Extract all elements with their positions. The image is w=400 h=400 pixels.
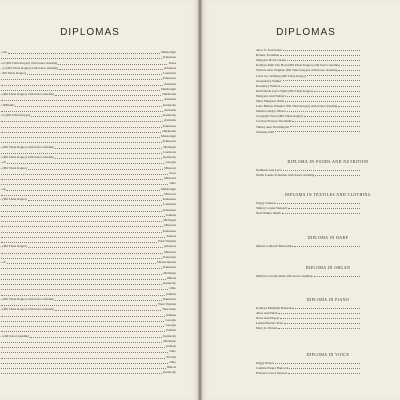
dot-leader: [1, 325, 164, 327]
dot-leader: [314, 90, 360, 92]
dot-leader: [1, 257, 162, 259]
graduate-state: Mississippi: [160, 50, 176, 54]
dot-leader: [1, 141, 162, 143]
graduate-name: Suzanne Zahl: [256, 129, 275, 134]
dot-leader: [6, 189, 160, 191]
dot-leader: [288, 207, 360, 209]
dot-leader: [1, 120, 163, 122]
dot-leader: [1, 152, 162, 154]
dot-leader: [1, 304, 157, 306]
graduate-state: Tennessee: [162, 123, 176, 128]
graduate-state: Tennessee: [162, 197, 176, 201]
dot-leader: [314, 275, 360, 277]
dot-leader: [338, 105, 360, 107]
dot-leader: [1, 136, 160, 138]
graduate-name: ...Williams: [0, 102, 15, 107]
graduate-state: Ohio: [169, 349, 176, 354]
dot-leader: [1, 178, 163, 180]
dot-leader: [1, 89, 160, 91]
dot-leader: [1, 215, 165, 217]
dot-leader: [28, 199, 162, 201]
dot-leader: [292, 307, 360, 309]
graduate-state: Tennessee: [162, 296, 176, 301]
graduate-state: Florida: [166, 354, 176, 359]
right-page: [200, 0, 400, 400]
section-title: DIPLOMA IN PIANO: [306, 298, 350, 302]
dot-leader: [285, 100, 360, 102]
list-item: [256, 243, 360, 248]
dot-leader: [1, 236, 165, 238]
graduate-name: ...(Phi Theta Kappa): [0, 165, 27, 170]
graduate-state: Mississippi: [160, 86, 176, 91]
dot-leader: [1, 183, 168, 185]
graduate-name: Shirley Ann Worthington: [256, 124, 290, 129]
dot-leader: [281, 85, 360, 87]
dot-leader: [28, 168, 164, 170]
dot-leader: [1, 283, 162, 285]
dot-leader: [31, 115, 162, 117]
dot-leader: [304, 115, 360, 117]
graduate-name: ...(Phi Theta Kappa): [0, 244, 27, 249]
dot-leader: [1, 220, 162, 222]
graduate-state: Kansas: [166, 233, 176, 238]
list-item: [256, 210, 360, 215]
graduate-state: Mississippi: [160, 186, 176, 191]
graduate-name: Nell Walker Smith: [256, 211, 281, 216]
graduate-state: Georgia: [165, 160, 176, 165]
graduate-state: Iowa: [169, 170, 176, 175]
graduate-state: Indiana: [166, 312, 176, 317]
graduate-state: Kentucky: [163, 281, 176, 285]
graduate-state: Missouri: [164, 191, 176, 196]
dot-leader: [58, 63, 167, 65]
dot-leader: [283, 169, 360, 171]
dot-leader: [1, 273, 162, 275]
graduate-state: Kentucky: [163, 333, 176, 338]
dot-leader: [55, 94, 161, 96]
dot-leader: [287, 95, 360, 97]
graduate-state: Alabama: [164, 81, 176, 86]
graduate-name: ...(Phi Theta Kappa) with honor standing: [0, 307, 54, 312]
dot-leader: [278, 327, 360, 329]
dot-leader: [1, 278, 166, 280]
graduate-name: Peggy Ebbert: [256, 361, 274, 365]
graduate-name: ...(Phi Theta Kappa) with honor standing: [0, 92, 54, 96]
graduate-state: Michigan: [163, 218, 176, 222]
graduate-name: Margaret Ann Webster: [256, 93, 286, 98]
graduate-state: Ohio: [169, 286, 176, 291]
graduate-name: Alice Jo Trelawhan: [256, 48, 282, 52]
graduate-state: Kentucky: [163, 102, 176, 107]
list-item: [256, 325, 360, 330]
graduate-state: Ohio: [169, 359, 176, 364]
dot-leader: [1, 341, 162, 343]
list-item: [0, 370, 176, 375]
section-title: DIPLOMA IN HARP: [307, 236, 349, 240]
dot-leader: [1, 131, 161, 133]
dot-leader: [287, 59, 360, 61]
dot-leader: [1, 57, 162, 59]
graduate-name: Ruth Marie Joyce Wells (Phi Theta Kappa): [256, 88, 313, 93]
graduate-name: Lelia Helena Wheeler (Phi Theta Kappa) with honor standing: [256, 104, 338, 109]
dot-leader: [59, 68, 163, 70]
dot-leader: [277, 202, 360, 204]
dot-leader: [1, 330, 165, 332]
dot-leader: [307, 74, 360, 76]
graduate-state: Indiana: [166, 291, 176, 296]
graduate-name: Shirley Louise Shepard: [256, 206, 287, 211]
dot-leader: [1, 210, 162, 212]
dot-leader: [1, 173, 168, 175]
dot-leader: [284, 322, 360, 324]
dot-leader: [1, 231, 162, 233]
list-item: [256, 129, 360, 134]
dot-leader: [1, 357, 165, 359]
graduate-name: Nelda Louise Schreiber with honor standing: [256, 173, 315, 178]
graduate-state: Alabama: [164, 107, 176, 112]
right-page-heading: DIPLOMAS: [276, 27, 336, 38]
book-gutter: [198, 0, 202, 400]
dot-leader: [315, 174, 360, 176]
dot-leader: [27, 73, 162, 75]
graduate-state: Mississippi: [160, 134, 176, 138]
dot-leader: [288, 372, 360, 374]
graduate-state: Indiana: [166, 212, 176, 217]
dot-leader: [1, 225, 163, 227]
graduate-name: Maude Caldwell Battershire: [256, 244, 294, 248]
dot-leader: [1, 346, 165, 348]
dot-leader: [1, 84, 163, 86]
graduate-name: ...sh: [0, 186, 6, 191]
dot-leader: [7, 162, 165, 164]
graduate-name: Kathleen Ann Lyon: [256, 168, 282, 172]
graduate-state: Alabama: [164, 97, 176, 102]
graduate-state: Massachusetts: [156, 260, 176, 264]
graduate-state: Oklahoma: [162, 92, 176, 96]
graduate-state: West Virginia: [157, 302, 176, 306]
graduate-state: Georgia: [165, 317, 176, 322]
dot-leader: [292, 120, 360, 122]
graduate-name: Camille Parker Hancock: [256, 366, 289, 371]
graduate-state: Illinois: [166, 275, 176, 280]
graduate-name: Marilyn Carolyn Rind with honor standing: [256, 274, 313, 278]
graduate-state: Kentucky: [163, 155, 176, 159]
dot-leader: [1, 126, 162, 128]
graduate-name: Carol Joy Walburg (Phi Theta Kappa): [256, 73, 306, 78]
graduate-name: ...ya (Phi Theta Kappa) with honor standing: [0, 65, 58, 70]
graduate-name: Kathryn Elizabeth Barbeth: [256, 306, 292, 310]
dot-leader: [55, 309, 161, 311]
graduate-state: Wisconsin: [162, 307, 176, 312]
graduate-name: Rosemary Walters: [256, 83, 281, 88]
graduate-state: Louisiana: [162, 202, 176, 207]
graduate-state: Louisiana: [162, 149, 176, 154]
graduate-state: Tennessee: [162, 207, 176, 212]
graduate-state: Louisiana: [162, 71, 176, 75]
dot-leader: [294, 245, 360, 247]
graduate-name: ...ch: [0, 260, 6, 264]
dot-leader: [283, 49, 360, 51]
graduate-state: Missouri: [164, 249, 176, 254]
dot-leader: [1, 315, 165, 317]
graduate-state: Oklahoma: [162, 128, 176, 133]
graduate-state: Michigan: [163, 338, 176, 343]
dot-leader: [278, 312, 360, 314]
graduate-state: Missouri: [164, 223, 176, 228]
dot-leader: [1, 110, 163, 112]
graduate-state: Tennessee: [162, 139, 176, 144]
list-item: [256, 172, 360, 177]
section-title: DIPLOMA IN FOODS AND NUTRITION: [287, 160, 369, 164]
dot-leader: [1, 351, 168, 353]
graduate-name: Alice Ann Hack: [256, 311, 278, 316]
dot-leader: [1, 372, 162, 374]
graduate-name: Winona Ann Vaughan (Phi Theta Kappa) with honor standing: [256, 68, 338, 73]
dot-leader: [280, 54, 360, 56]
graduate-state: Alabama: [164, 118, 176, 123]
section-title: DIPLOMA IN TEXTILES AND CLOTHING: [285, 193, 371, 197]
dot-leader: [338, 69, 360, 71]
graduate-state: Tennessee: [162, 55, 176, 60]
graduate-state: Tennessee: [162, 254, 176, 259]
dot-leader: [1, 367, 166, 369]
dot-leader: [282, 212, 360, 214]
graduate-name: Peggy Johnson: [256, 201, 276, 205]
list-item: [256, 273, 360, 278]
graduate-state: West Virginia: [157, 239, 176, 243]
left-diploma-list: [0, 50, 176, 376]
dot-leader: [1, 320, 164, 322]
dot-leader: [283, 79, 360, 81]
section-title: DIPLOMA IN VOICE: [306, 353, 350, 357]
graduate-name: ...(Phi Theta Kappa) with honor standing: [0, 296, 54, 301]
dot-leader: [1, 252, 163, 254]
graduate-state: Arkansas: [163, 65, 176, 70]
dot-leader: [55, 299, 162, 301]
dot-leader: [1, 294, 165, 296]
graduate-state: Tennessee: [162, 265, 176, 270]
dot-leader: [55, 147, 162, 149]
graduate-name: Nona Ann Dreyer: [256, 316, 280, 321]
graduate-state: Indiana: [166, 328, 176, 333]
graduate-state: Indiana: [166, 344, 176, 348]
graduate-name: ...with honor standing: [0, 333, 29, 338]
graduate-name: Margaret Doris Tucker: [256, 58, 287, 63]
graduate-name: ...(Phi Theta Kappa) with honor standing: [0, 155, 54, 159]
section-title: DIPLOMA IN ORGAN: [305, 266, 351, 270]
dot-leader: [1, 362, 168, 364]
dot-leader: [1, 194, 163, 196]
dot-leader: [15, 105, 162, 107]
graduate-state: Georgia: [165, 323, 176, 327]
left-page-heading: DIPLOMAS: [60, 27, 120, 38]
graduate-state: Arkansas: [163, 244, 176, 249]
dot-leader: [280, 317, 360, 319]
dot-leader: [1, 204, 162, 206]
graduate-name: ...ach: [0, 50, 8, 54]
dot-leader: [1, 288, 168, 290]
graduate-name: ...(Phi Theta Kappa): [0, 197, 27, 201]
graduate-state: Michigan: [163, 144, 176, 149]
dot-leader: [275, 130, 360, 132]
graduate-state: Illinois: [166, 365, 176, 369]
graduate-name: Mary Jo Warren: [256, 326, 278, 331]
graduate-name: ...Phi Theta Kappa): [0, 71, 26, 75]
dot-leader: [8, 52, 160, 54]
dot-leader: [289, 367, 360, 369]
graduate-name: Kathryn Ruth Van Horn (Phi Theta Kappa) with honor standing: [256, 63, 340, 68]
graduate-state: Missouri: [164, 176, 176, 180]
graduate-state: Kentucky: [163, 113, 176, 117]
dot-leader: [1, 99, 163, 101]
graduate-name: ...(Phi Theta Kappa) with honor standing: [0, 144, 54, 149]
graduate-name: Lenith Barbara Pratt: [256, 321, 283, 326]
dot-leader: [290, 125, 360, 127]
dot-leader: [30, 336, 162, 338]
dot-leader: [55, 157, 162, 159]
dot-leader: [341, 64, 360, 66]
dot-leader: [1, 78, 162, 80]
dot-leader: [1, 267, 162, 269]
dot-leader: [28, 246, 163, 248]
list-item: [256, 370, 360, 375]
graduate-state: Missouri: [164, 165, 176, 170]
graduate-name: Martha Gladys Wilson: [256, 109, 286, 114]
graduate-name: ...ell: [0, 160, 6, 165]
graduate-name: Gwendolyn Walker: [256, 78, 282, 83]
graduate-state: Ohio: [169, 181, 176, 186]
graduate-name: Bonnie Troutman: [256, 53, 280, 58]
graduate-state: Michigan: [163, 270, 176, 275]
dot-leader: [1, 241, 157, 243]
graduate-name: Mary Margaret Wells: [256, 99, 285, 103]
dot-leader: [287, 110, 360, 112]
graduate-state: Tennessee: [162, 228, 176, 233]
graduate-state: Kentucky: [163, 370, 176, 375]
graduate-name: ...te (Phi Theta Kappa) with honor standing: [0, 60, 58, 65]
dot-leader: [275, 362, 360, 364]
graduate-name: ...ia (Phi Theta Kappa): [0, 113, 30, 117]
graduate-name: Carolyn Frances Woodhull: [256, 119, 292, 124]
graduate-name: Jacquelyn Wood (Phi Theta Kappa): [256, 114, 303, 119]
dot-leader: [7, 262, 156, 264]
graduate-state: Tennessee: [162, 76, 176, 81]
graduate-name: Florence Carol Johnson: [256, 371, 288, 376]
graduate-state: Texas: [168, 60, 176, 65]
